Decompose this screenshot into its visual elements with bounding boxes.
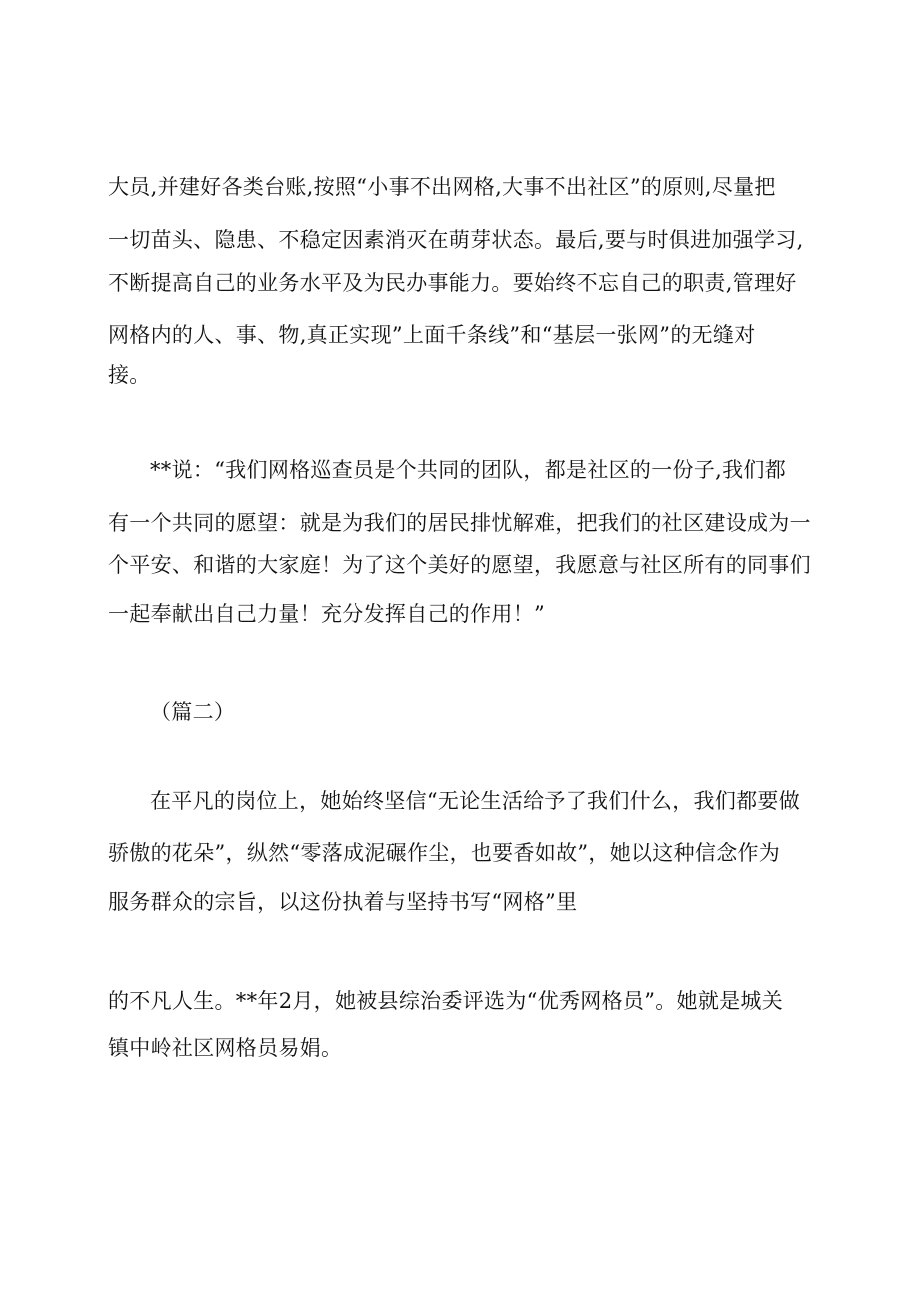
paragraph-1-line-5: 接。	[108, 363, 151, 387]
paragraph-1-line-4: 网格内的人、事、物,真正实现”上面千条线”和“基层一张网”的无缝对	[108, 323, 756, 347]
paragraph-2-line-4: 一起奉献出自己力量！充分发挥自己的作用！”	[108, 602, 546, 626]
paragraph-1-line-3: 不断提高自己的业务水平及为民办事能力。要始终不忘自己的职责,管理好	[108, 271, 797, 295]
paragraph-4-line-1: 的不凡人生。**年2月，她被县综治委评选为“优秀网格员”。她就是城关	[108, 989, 784, 1013]
paragraph-1-line-2: 一切苗头、隐患、不稳定因素消灭在萌芽状态。最后,要与时俱进加强学习,	[108, 228, 804, 252]
paragraph-2-line-2: 有一个共同的愿望：就是为我们的居民排忧解难，把我们的社区建设成为一	[108, 511, 811, 535]
paragraph-2-line-1: **说：“我们网格巡查员是个共同的团队，都是社区的一份子,我们都	[150, 458, 787, 482]
paragraph-3-line-1: 在平凡的岗位上，她始终坚信“无论生活给予了我们什么，我们都要做	[150, 789, 801, 813]
paragraph-3-line-2: 骄傲的花朵”，纵然“零落成泥碾作尘，也要香如故”，她以这种信念作为	[108, 841, 781, 865]
section-heading: （篇二）	[150, 700, 236, 724]
paragraph-2-line-3: 个平安、和谐的大家庭！为了这个美好的愿望，我愿意与社区所有的同事们	[108, 553, 811, 577]
paragraph-4-line-2: 镇中岭社区网格员易娟。	[108, 1036, 343, 1060]
paragraph-1-line-1: 大员,并建好各类台账,按照“小事不出网格,大事不出社区”的原则,尽量把	[108, 175, 776, 199]
paragraph-3-line-3: 服务群众的宗旨，以这份执着与坚持书写“网格”里	[108, 890, 578, 914]
